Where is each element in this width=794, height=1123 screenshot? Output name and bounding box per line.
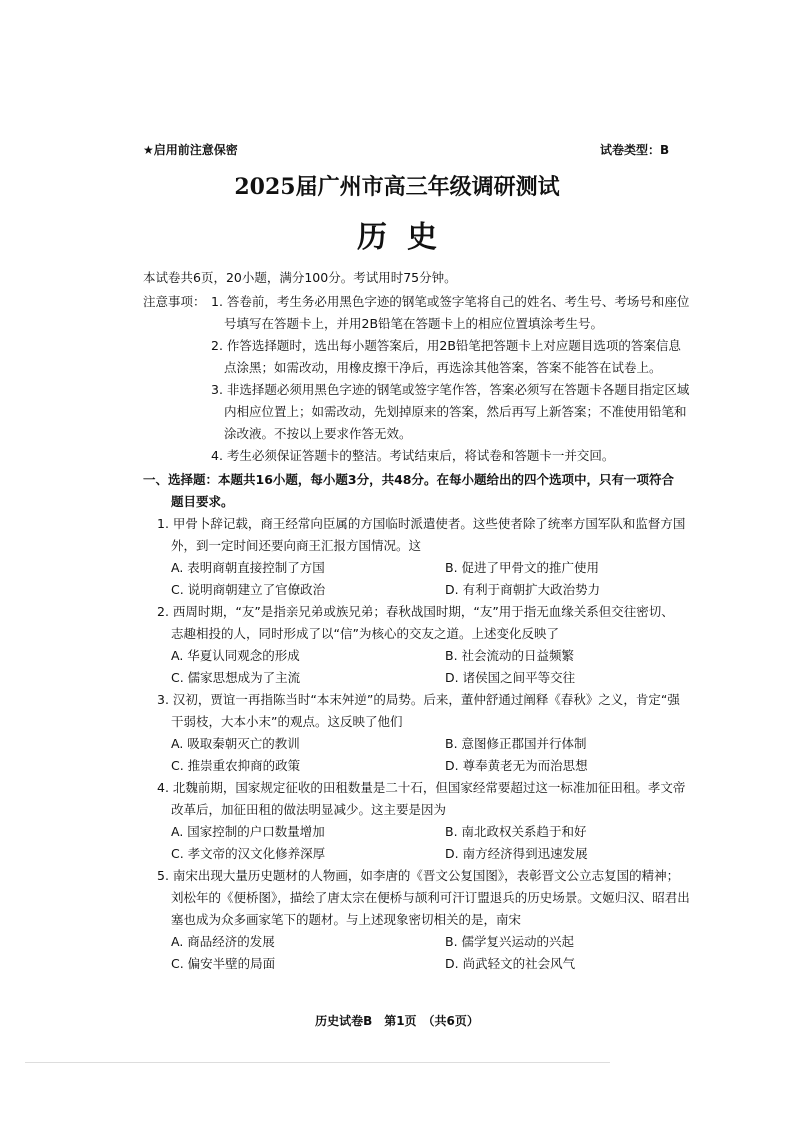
question-5-option-c: C. 偏安半壁的局面 bbox=[171, 956, 276, 971]
question-1-option-a: A. 表明商朝直接控制了方国 bbox=[171, 560, 325, 575]
question-3-option-c: C. 推崇重农抑商的政策 bbox=[171, 758, 301, 773]
question-5-stem: 塞也成为众多画家笔下的题材。与上述现象密切相关的是，南宋 bbox=[171, 912, 522, 927]
page-footer: 历史试卷B 第1页 （共6页） bbox=[315, 1014, 479, 1028]
question-4-stem: 4. 北魏前期，国家规定征收的田租数量是二十石，但国家经常要超过这一标准加征田租。孝文帝 bbox=[157, 780, 686, 795]
question-2-stem: 志趣相投的人，同时形成了以“信”为核心的交友之道。上述变化反映了 bbox=[171, 626, 559, 641]
divider bbox=[25, 1062, 610, 1063]
question-4-stem: 改革后，加征田租的做法明显减少。这主要是因为 bbox=[171, 802, 447, 817]
subject-title: 历史 bbox=[357, 220, 457, 255]
note-line: 2. 作答选择题时，选出每小题答案后，用2B铅笔把答题卡上对应题目选项的答案信息 bbox=[211, 338, 681, 353]
question-4-option-b: B. 南北政权关系趋于和好 bbox=[445, 824, 587, 839]
question-4-option-a: A. 国家控制的户口数量增加 bbox=[171, 824, 325, 839]
note-line: 号填写在答题卡上，并用2B铅笔在答题卡上的相应位置填涂考生号。 bbox=[224, 316, 604, 331]
note-line: 4. 考生必须保证答题卡的整洁。考试结束后，将试卷和答题卡一并交回。 bbox=[211, 448, 615, 463]
question-5-option-a: A. 商品经济的发展 bbox=[171, 934, 275, 949]
note-line: 3. 非选择题必须用黑色字迹的钢笔或签字笔作答，答案必须写在答题卡各题目指定区域 bbox=[211, 382, 690, 397]
section-heading-cont: 题目要求。 bbox=[171, 494, 234, 509]
question-1-option-b: B. 促进了甲骨文的推广使用 bbox=[445, 560, 600, 575]
question-3-stem: 3. 汉初，贾谊一再指陈当时“本末舛逆”的局势。后来，董仲舒通过阐释《春秋》之义，肯定“强 bbox=[157, 692, 680, 707]
note-line: 涂改液。不按以上要求作答无效。 bbox=[224, 426, 412, 441]
question-1-stem: 外，到一定时间还要向商王汇报方国情况。这 bbox=[171, 538, 422, 553]
confidential-mark: ★启用前注意保密 bbox=[143, 143, 238, 157]
question-1-option-d: D. 有利于商朝扩大政治势力 bbox=[445, 582, 601, 597]
notes-label: 注意事项： bbox=[143, 294, 206, 309]
paper-type: 试卷类型：B bbox=[600, 143, 670, 157]
note-line: 1. 答卷前，考生务必用黑色字迹的钢笔或签字笔将自己的姓名、考生号、考场号和座位 bbox=[211, 294, 690, 309]
question-2-option-b: B. 社会流动的日益频繁 bbox=[445, 648, 575, 663]
section-heading: 一、选择题：本题共16小题，每小题3分，共48分。在每小题给出的四个选项中，只有一项符合 bbox=[143, 472, 674, 487]
question-5-option-b: B. 儒学复兴运动的兴起 bbox=[445, 934, 575, 949]
question-5-option-d: D. 尚武轻文的社会风气 bbox=[445, 956, 576, 971]
question-3-option-a: A. 吸取秦朝灭亡的教训 bbox=[171, 736, 300, 751]
question-5-stem: 5. 南宋出现大量历史题材的人物画，如李唐的《晋文公复国图》，表彰晋文公立志复国的精神； bbox=[157, 868, 680, 883]
question-2-option-c: C. 儒家思想成为了主流 bbox=[171, 670, 301, 685]
question-1-stem: 1. 甲骨卜辞记载，商王经常向臣属的方国临时派遣使者。这些使者除了统率方国军队和监督方国 bbox=[157, 516, 686, 531]
question-2-stem: 2. 西周时期，“友”是指亲兄弟或族兄弟；春秋战国时期，“友”用于指无血缘关系但交往密切、 bbox=[157, 604, 674, 619]
question-3-option-d: D. 尊奉黄老无为而治思想 bbox=[445, 758, 588, 773]
question-3-stem: 干弱枝，大本小末”的观点。这反映了他们 bbox=[171, 714, 403, 729]
question-3-option-b: B. 意图修正郡国并行体制 bbox=[445, 736, 587, 751]
note-line: 内相应位置上；如需改动，先划掉原来的答案，然后再写上新答案；不准使用铅笔和 bbox=[224, 404, 687, 419]
question-2-option-d: D. 诸侯国之间平等交往 bbox=[445, 670, 576, 685]
question-5-stem: 刘松年的《便桥图》，描绘了唐太宗在便桥与颉利可汗订盟退兵的历史场景。文姬归汉、昭君出 bbox=[171, 890, 690, 905]
question-4-option-d: D. 南方经济得到迅速发展 bbox=[445, 846, 588, 861]
question-4-option-c: C. 孝文帝的汉文化修养深厚 bbox=[171, 846, 326, 861]
note-line: 点涂黑；如需改动，用橡皮擦干净后，再选涂其他答案，答案不能答在试卷上。 bbox=[224, 360, 662, 375]
question-2-option-a: A. 华夏认同观念的形成 bbox=[171, 648, 300, 663]
exam-title: 2025届广州市高三年级调研测试 bbox=[234, 174, 560, 200]
exam-intro: 本试卷共6页，20小题，满分100分。考试用时75分钟。 bbox=[143, 270, 457, 285]
question-1-option-c: C. 说明商朝建立了官僚政治 bbox=[171, 582, 326, 597]
